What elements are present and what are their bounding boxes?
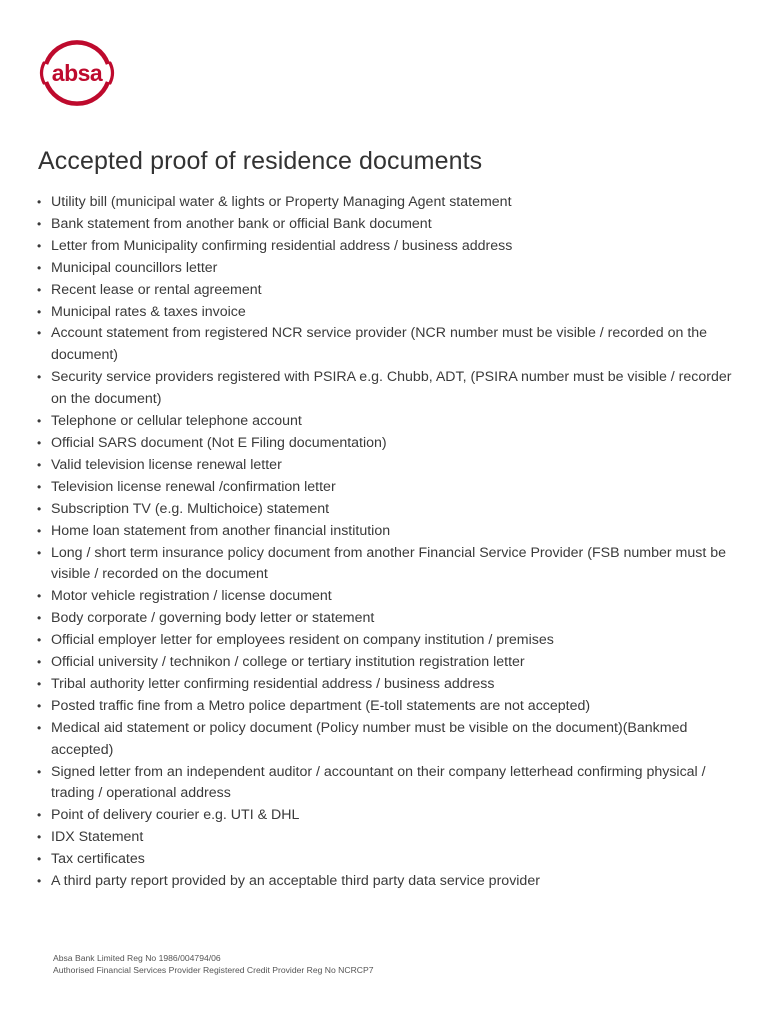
list-item [37,455,737,477]
bullet-icon: • [37,282,42,297]
list-item-text: Telephone or cellular telephone account [51,413,302,430]
list-item-text: A third party report provided by an acceptable third party data service provider [51,873,540,890]
list-item [37,652,737,674]
list-item-text: Television license renewal /confirmation letter [51,478,336,495]
list-item-text: Tribal authority letter confirming residential address / business address [51,675,495,692]
list-item [37,696,737,718]
list-item [37,499,737,521]
list-item-text: Medical aid statement or policy document (Policy number must be visible on the document)(Bankmed accepted) [51,719,688,758]
bullet-icon: • [37,676,42,691]
list-item-text: Body corporate / governing body letter or statement [51,610,375,627]
bullet-icon: • [37,238,42,253]
list-item-text: Home loan statement from another financial institution [51,522,391,539]
bullet-icon: • [37,764,42,779]
bullet-icon: • [37,874,42,889]
bullet-icon: • [37,698,42,713]
bullet-icon: • [37,633,42,648]
list-item [37,433,737,455]
list-item [37,586,737,608]
logo-wordmark: absa [51,60,103,86]
list-item [37,367,737,411]
bullet-icon: • [37,501,42,516]
bullet-icon: • [37,852,42,867]
list-item [37,521,737,543]
bullet-icon: • [37,435,42,450]
footer [53,952,374,976]
bullet-icon: • [37,523,42,538]
list-item [37,543,737,587]
list-item [37,323,737,367]
bullet-icon: • [37,326,42,341]
bullet-icon: • [37,808,42,823]
list-item-text: IDX Statement [51,829,144,846]
bullet-icon: • [37,830,42,845]
list-item [37,477,737,499]
list-item [37,280,737,302]
bullet-icon: • [37,655,42,670]
list-item [37,630,737,652]
bullet-icon: • [37,414,42,429]
list-item [37,762,737,806]
bullet-icon: • [37,216,42,231]
list-item [37,849,737,871]
list-item-text: Tax certificates [51,851,145,868]
list-item [37,302,737,324]
list-item-text: Official SARS document (Not E Filing documentation) [51,434,387,451]
bullet-icon: • [37,370,42,385]
list-item-text: Utility bill (municipal water & lights or Property Managing Agent statement [51,194,512,210]
list-item [37,805,737,827]
bullet-icon: • [37,479,42,494]
list-item-text: Long / short term insurance policy document from another Financial Service Provider (FSB number must be visible / recorded on the document [51,544,726,583]
bullet-icon: • [37,589,42,604]
list-item-text: Security service providers registered with PSIRA e.g. Chubb, ADT, (PSIRA number must be visible / recorder on the document) [51,369,732,408]
list-item-text: Letter from Municipality confirming residential address / business address [51,237,513,254]
list-item-text: Signed letter from an independent auditor / accountant on their company letterhead confirming physical / trading / operational address [51,763,706,802]
list-item [37,827,737,849]
list-item [37,718,737,762]
list-item [37,411,737,433]
bullet-icon: • [37,545,42,560]
bullet-icon: • [37,195,42,209]
list-item-text: Official employer letter for employees resident on company institution / premises [51,632,554,649]
list-item-text: Bank statement from another bank or official Bank document [51,215,432,232]
bullet-icon: • [37,720,42,735]
list-item-text: Account statement from registered NCR service provider (NCR number must be visible / recorded on the document) [51,325,708,364]
absa-logo [36,36,118,110]
list-item-text: Posted traffic fine from a Metro police department (E-toll statements are not accepted) [51,697,591,714]
list-item-text: Valid television license renewal letter [51,456,282,473]
list-item-text: Motor vehicle registration / license document [51,588,332,605]
list-item [37,871,737,893]
list-item-text: Official university / technikon / college or tertiary institution registration letter [51,654,525,671]
list-item [37,214,737,236]
footer-credit-provider: Authorised Financial Services Provider Registered Credit Provider Reg No NCRCP7 [53,965,374,975]
list-item [37,674,737,696]
list-item [37,236,737,258]
list-item-text: Subscription TV (e.g. Multichoice) statement [51,500,330,517]
bullet-icon: • [37,457,42,472]
footer-registration: Absa Bank Limited Reg No 1986/004794/06 [53,953,221,963]
bullet-icon: • [37,611,42,626]
list-item [37,258,737,280]
accepted-documents-list [37,192,737,893]
list-item-text: Recent lease or rental agreement [51,281,262,298]
list-item-text: Municipal rates & taxes invoice [51,303,246,320]
page-title: Accepted proof of residence documents [38,147,483,175]
bullet-icon: • [37,260,42,275]
list-item-text: Municipal councillors letter [51,259,218,276]
list-item-text: Point of delivery courier e.g. UTI & DHL [51,807,300,824]
list-item [37,608,737,630]
list-item [37,192,737,214]
bullet-icon: • [37,304,42,319]
